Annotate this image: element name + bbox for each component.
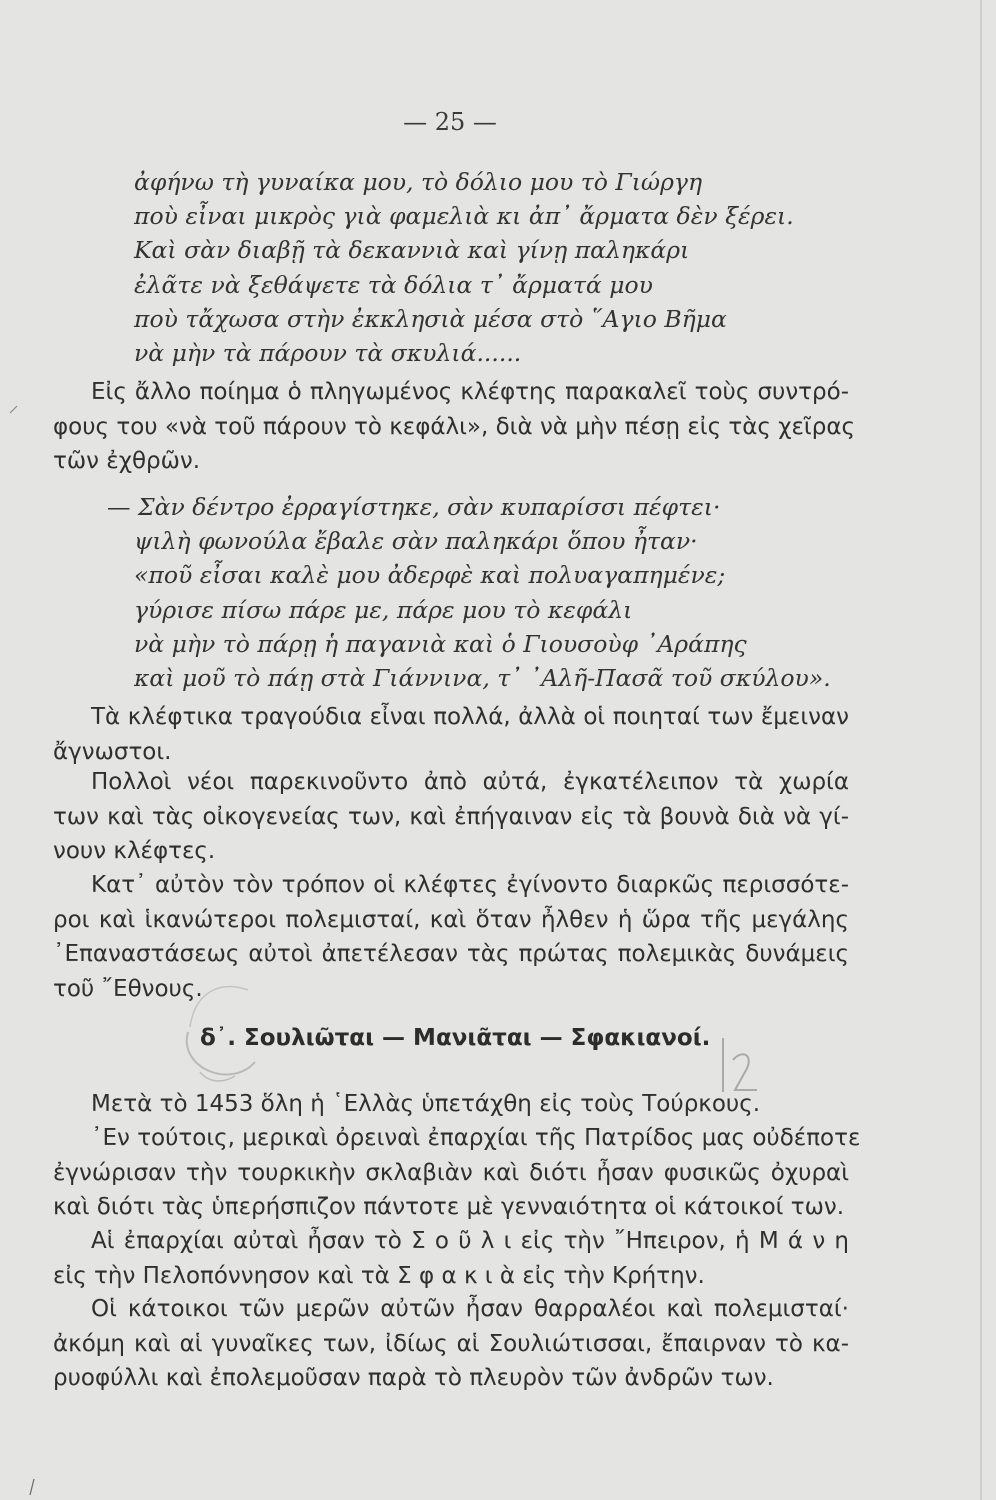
text-line: ᾽Επαναστάσεως αὐτοὶ ἀπετέλεσαν τὰς πρώτας πολεμικὰς δυνάμεις xyxy=(53,941,849,968)
text-line: τῶν ἐχθρῶν. xyxy=(53,448,201,475)
verse-line: «ποῦ εἶσαι καλὲ μου ἀδερφὲ καὶ πολυαγαπημένε; xyxy=(134,561,726,590)
verse-line: ψιλὴ φωνούλα ἔβαλε σὰν παληκάρι ὅπου ἦταν· xyxy=(134,527,698,556)
margin-tick xyxy=(8,405,18,415)
verse-line: ἐλᾶτε νὰ ξεθάψετε τὰ δόλια τ᾽ ἄρματά μου xyxy=(134,270,653,299)
verse-line: γύρισε πίσω πάρε με, πάρε μου τὸ κεφάλι xyxy=(134,595,633,624)
paragraph-young-men xyxy=(53,765,849,869)
poem-excerpt-1 xyxy=(0,165,996,370)
text-line: Κατ᾽ αὐτὸν τὸν τρόπον οἱ κλέφτες ἐγίνοντο διαρκῶς περισσότε- xyxy=(91,872,849,898)
text-line: φους του «νὰ τοῦ πάρουν τὸ κεφάλι», διὰ νὰ μὴν πέσῃ εἰς τὰς χεῖρας xyxy=(53,413,855,440)
text-line: ἐγνώρισαν τὴν τουρκικὴν σκλαβιὰν καὶ διότι ἦσαν φυσικῶς ὀχυραὶ xyxy=(53,1159,849,1186)
paragraph-souli-mani-sfakia xyxy=(53,1224,849,1293)
paragraph-mountain-provinces xyxy=(53,1121,861,1225)
verse-line: Καὶ σὰν διαβῇ τὰ δεκαννιὰ καὶ γίνῃ παληκάρι xyxy=(134,236,690,265)
text-line: καὶ διότι τὰς ὑπερήσπιζον πάντοτε μὲ γενναιότητα οἱ κάτοικοί των. xyxy=(53,1194,845,1221)
text-line: ρυοφύλλι καὶ ἐπολεμοῦσαν παρὰ τὸ πλευρὸν τῶν ἀνδρῶν των. xyxy=(53,1365,774,1392)
text-line: Πολλοὶ νέοι παρεκινοῦντο ἀπὸ αὐτά, ἐγκατέλειπον τὰ χωρία xyxy=(91,769,849,795)
verse-line: νὰ μὴν τὰ πάρουν τὰ σκυλιά...... xyxy=(134,339,522,368)
text-line: ἀκόμη καὶ αἱ γυναῖκες των, ἰδίως αἱ Σουλιώτισσαι, ἔπαιρναν τὸ κα- xyxy=(53,1330,849,1357)
verse-line: ποὺ εἶναι μικρὸς γιὰ φαμελιὰ κι ἀπ᾽ ἄρματα δὲν ξέρει. xyxy=(134,202,794,231)
verse-line: ἀφήνω τὴ γυναίκα μου, τὸ δόλιο μου τὸ Γιώργη xyxy=(134,168,703,196)
text-line: ἄγνωστοι. xyxy=(53,738,172,765)
text-line: Τὰ κλέφτικα τραγούδια εἶναι πολλά, ἀλλὰ οἱ ποιηταί των ἔμειναν xyxy=(91,704,849,730)
text-line: Εἰς ἄλλο ποίημα ὁ πληγωμένος κλέφτης παρακαλεῖ τοὺς συντρό- xyxy=(91,379,849,405)
text-line: ᾽Εν τούτοις, μερικαὶ ὀρειναὶ ἐπαρχίαι τῆς Πατρίδος μας οὐδέποτε xyxy=(91,1125,861,1151)
text-line: Μετὰ τὸ 1453 ὅλη ἡ ῾Ελλὰς ὑπετάχθη εἰς τοὺς Τούρκους. xyxy=(91,1091,761,1117)
paragraph-brave-inhabitants xyxy=(53,1292,849,1396)
text-line: εἰς τὴν Πελοπόννησον καὶ τὰ Σ φ α κ ι ὰ εἰς τὴν Κρήτην. xyxy=(53,1262,705,1289)
text-line: Αἱ ἐπαρχίαι αὐταὶ ἦσαν τὸ Σ ο ῦ λ ι εἰς τὴν ῎Ηπειρον, ἡ Μ ά ν η xyxy=(91,1228,849,1254)
section-heading: δ᾽. Σουλιῶται — Μανιᾶται — Σφακιανοί. xyxy=(200,1025,711,1051)
corner-mark xyxy=(28,1478,36,1496)
paragraph-1453 xyxy=(53,1087,849,1122)
verse-line: — Σὰν δέντρο ἐρραγίστηκε, σὰν κυπαρίσσι πέφτει· xyxy=(107,493,721,521)
text-line: τοῦ ῎Εθνους. xyxy=(53,975,203,1002)
paragraph-klepht-songs xyxy=(53,700,849,769)
text-line: ροι καὶ ἱκανώτεροι πολεμισταί, καὶ ὅταν ἦλθεν ἡ ὥρα τῆς μεγάλης xyxy=(53,906,849,933)
paragraph-wounded-klepht xyxy=(53,375,855,479)
text-line: των καὶ τὰς οἰκογενείας των, καὶ ἐπήγαιναν εἰς τὰ βουνὰ διὰ νὰ γί- xyxy=(53,803,849,830)
text-line: νουν κλέφτες. xyxy=(53,838,216,865)
verse-line: ποὺ τἄχωσα στὴν ἐκκλησιὰ μέσα στὸ ῞Αγιο Βῆμα xyxy=(134,304,727,333)
text-line: Οἱ κάτοικοι τῶν μερῶν αὐτῶν ἦσαν θαρραλέοι καὶ πολεμισταί· xyxy=(91,1296,849,1322)
poem-excerpt-2 xyxy=(0,490,996,695)
verse-line: καὶ μοῦ τὸ πάῃ στὰ Γιάννινα, τ᾽ ᾽Αλῆ-Πασᾶ τοῦ σκύλου». xyxy=(134,664,831,693)
verse-line: νὰ μὴν τὸ πάρῃ ἡ παγανιὰ καὶ ὁ Γιουσοὺφ ᾽Αράπης xyxy=(134,629,747,658)
page-number: — 25 — xyxy=(403,108,497,136)
